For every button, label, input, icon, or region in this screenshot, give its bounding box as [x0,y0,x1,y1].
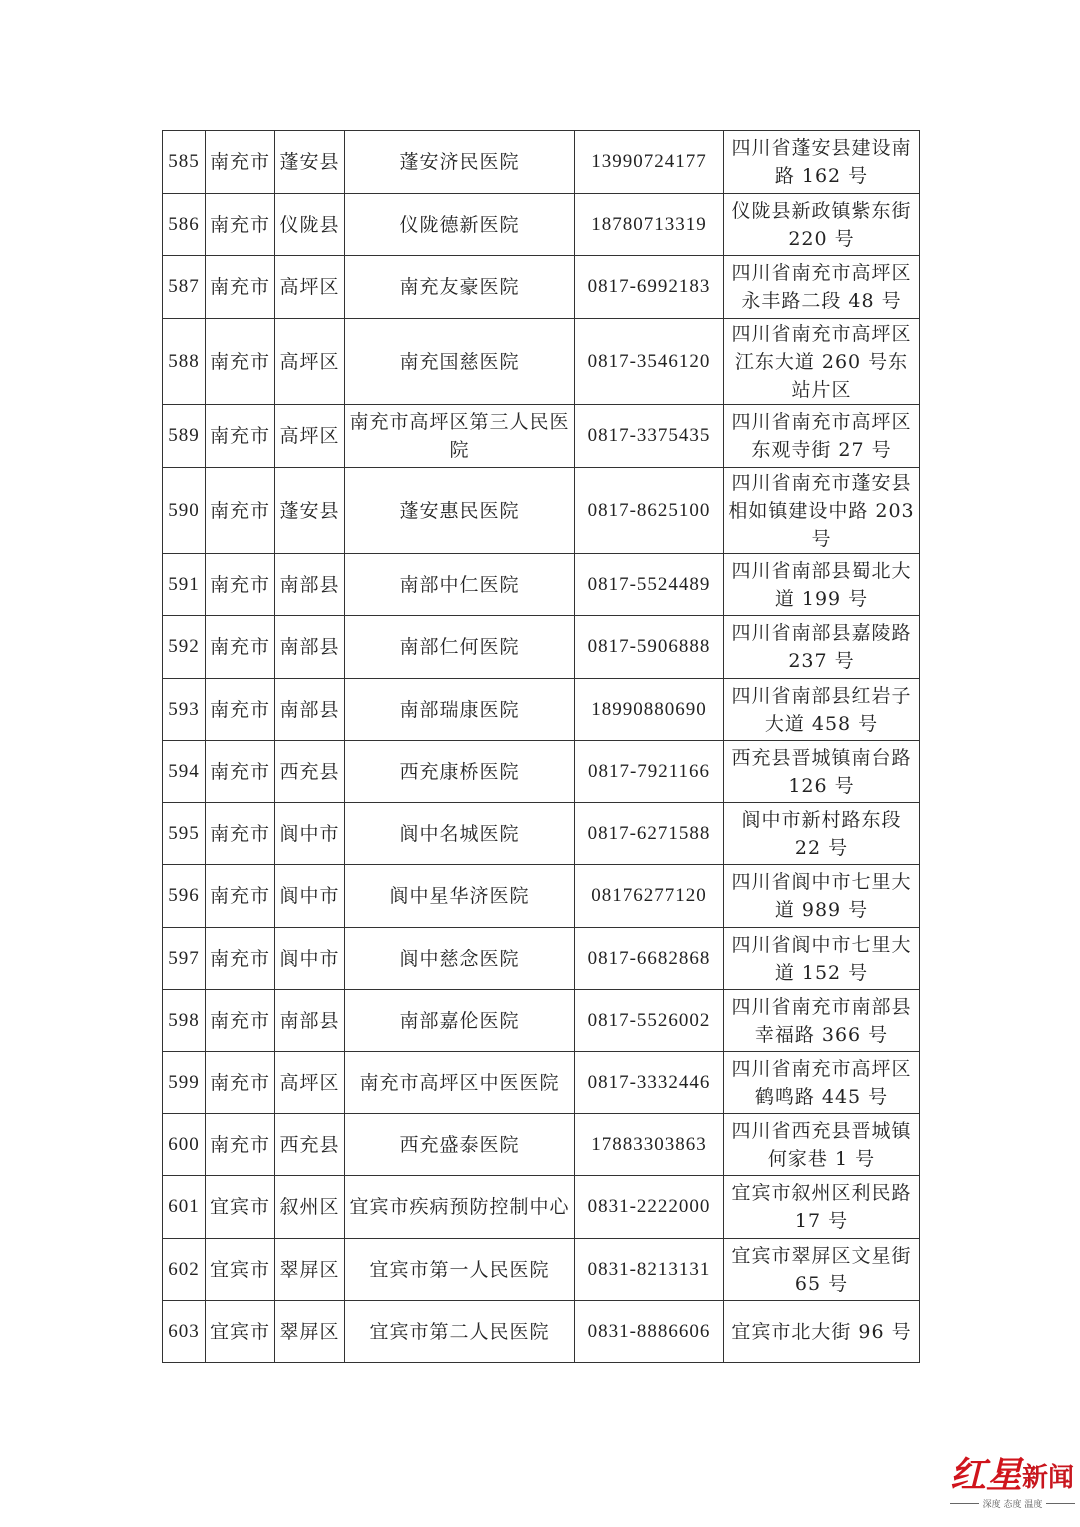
county-cell: 仪陇县 [275,194,345,256]
table-row [163,1301,920,1363]
hospital-name-cell: 阆中星华济医院 [345,865,575,928]
city-cell: 南充市 [206,928,275,990]
phone-cell: 0817-3546120 [575,319,724,405]
row-number: 601 [163,1176,206,1239]
city-cell: 南充市 [206,990,275,1052]
phone-cell: 17883303863 [575,1114,724,1176]
row-number: 586 [163,194,206,256]
address-cell: 四川省阆中市七里大道 152 号 [724,928,920,990]
row-number: 587 [163,256,206,319]
logo-slogan [950,1497,1075,1510]
row-number: 592 [163,616,206,679]
county-cell: 阆中市 [275,865,345,928]
address-cell: 四川省蓬安县建设南路 162 号 [724,131,920,194]
address-cell: 四川省南充市高坪区永丰路二段 48 号 [724,256,920,319]
table-row [163,256,920,319]
hospital-name-cell: 仪陇德新医院 [345,194,575,256]
city-cell: 南充市 [206,405,275,468]
address-cell: 四川省南部县蜀北大道 199 号 [724,554,920,616]
phone-cell: 13990724177 [575,131,724,194]
county-cell: 西充县 [275,741,345,803]
county-cell: 南部县 [275,616,345,679]
county-cell: 南部县 [275,554,345,616]
row-number: 585 [163,131,206,194]
table-row [163,803,920,865]
phone-cell: 0817-8625100 [575,468,724,554]
county-cell: 翠屏区 [275,1239,345,1301]
hospital-name-cell: 西充盛泰医院 [345,1114,575,1176]
slogan-text: 深度 态度 温度 [982,1500,1043,1510]
city-cell: 南充市 [206,803,275,865]
row-number: 600 [163,1114,206,1176]
table-row [163,131,920,194]
address-cell: 西充县晋城镇南台路 126 号 [724,741,920,803]
county-cell: 阆中市 [275,928,345,990]
city-cell: 南充市 [206,554,275,616]
phone-cell: 0831-2222000 [575,1176,724,1239]
table-row [163,468,920,554]
phone-cell: 0817-5524489 [575,554,724,616]
row-number: 595 [163,803,206,865]
hospital-name-cell: 蓬安惠民医院 [345,468,575,554]
hospital-name-cell: 蓬安济民医院 [345,131,575,194]
county-cell: 高坪区 [275,319,345,405]
row-number: 589 [163,405,206,468]
table-row [163,1114,920,1176]
phone-cell: 0817-6271588 [575,803,724,865]
address-cell: 四川省阆中市七里大道 989 号 [724,865,920,928]
hospital-name-cell: 宜宾市第一人民医院 [345,1239,575,1301]
hospital-name-cell: 南充友豪医院 [345,256,575,319]
address-cell: 宜宾市翠屏区文星街 65 号 [724,1239,920,1301]
county-cell: 叙州区 [275,1176,345,1239]
phone-cell: 0817-5906888 [575,616,724,679]
city-cell: 宜宾市 [206,1176,275,1239]
row-number: 588 [163,319,206,405]
row-number: 602 [163,1239,206,1301]
hospital-name-cell: 宜宾市疾病预防控制中心 [345,1176,575,1239]
table-row [163,741,920,803]
county-cell: 高坪区 [275,256,345,319]
phone-cell: 0831-8886606 [575,1301,724,1363]
city-cell: 南充市 [206,131,275,194]
address-cell: 阆中市新村路东段 22 号 [724,803,920,865]
hospital-name-cell: 南充市高坪区中医医院 [345,1052,575,1114]
table-row [163,616,920,679]
hospital-name-cell: 南部嘉伦医院 [345,990,575,1052]
hongxing-news-logo [950,1455,1075,1525]
row-number: 594 [163,741,206,803]
logo-brand-part2: 新闻 [1022,1463,1075,1493]
address-cell: 四川省西充县晋城镇何家巷 1 号 [724,1114,920,1176]
table-row [163,1239,920,1301]
county-cell: 蓬安县 [275,131,345,194]
hospital-name-cell: 阆中慈念医院 [345,928,575,990]
county-cell: 南部县 [275,990,345,1052]
county-cell: 阆中市 [275,803,345,865]
address-cell: 四川省南充市高坪区鹤鸣路 445 号 [724,1052,920,1114]
hospital-name-cell: 南充国慈医院 [345,319,575,405]
phone-cell: 0817-7921166 [575,741,724,803]
city-cell: 宜宾市 [206,1239,275,1301]
address-cell: 四川省南充市高坪区江东大道 260 号东站片区 [724,319,920,405]
county-cell: 翠屏区 [275,1301,345,1363]
table-row [163,990,920,1052]
table-row [163,928,920,990]
phone-cell: 0817-6992183 [575,256,724,319]
address-cell: 四川省南充市南部县幸福路 366 号 [724,990,920,1052]
city-cell: 南充市 [206,1052,275,1114]
hospital-table [162,130,920,1363]
city-cell: 宜宾市 [206,1301,275,1363]
table-row [163,319,920,405]
table-row [163,865,920,928]
address-cell: 宜宾市叙州区利民路 17 号 [724,1176,920,1239]
hospital-name-cell: 南部中仁医院 [345,554,575,616]
hospital-name-cell: 南充市高坪区第三人民医院 [345,405,575,468]
logo-brand-part1: 红星 [950,1454,1023,1496]
row-number: 591 [163,554,206,616]
city-cell: 南充市 [206,616,275,679]
table-row [163,1052,920,1114]
city-cell: 南充市 [206,679,275,741]
city-cell: 南充市 [206,194,275,256]
address-cell: 四川省南部县嘉陵路 237 号 [724,616,920,679]
county-cell: 西充县 [275,1114,345,1176]
hospital-name-cell: 西充康桥医院 [345,741,575,803]
row-number: 597 [163,928,206,990]
hospital-name-cell: 南部仁何医院 [345,616,575,679]
hospital-name-cell: 阆中名城医院 [345,803,575,865]
county-cell: 高坪区 [275,405,345,468]
address-cell: 四川省南充市高坪区东观寺街 27 号 [724,405,920,468]
row-number: 603 [163,1301,206,1363]
table-body [163,131,920,1363]
row-number: 599 [163,1052,206,1114]
address-cell: 四川省南充市蓬安县相如镇建设中路 203 号 [724,468,920,554]
city-cell: 南充市 [206,319,275,405]
city-cell: 南充市 [206,865,275,928]
address-cell: 四川省南部县红岩子大道 458 号 [724,679,920,741]
table-row [163,1176,920,1239]
row-number: 593 [163,679,206,741]
city-cell: 南充市 [206,256,275,319]
phone-cell: 0831-8213131 [575,1239,724,1301]
address-cell: 仪陇县新政镇紫东街 220 号 [724,194,920,256]
city-cell: 南充市 [206,468,275,554]
divider [1046,1503,1075,1504]
address-cell: 宜宾市北大街 96 号 [724,1301,920,1363]
city-cell: 南充市 [206,741,275,803]
row-number: 598 [163,990,206,1052]
phone-cell: 0817-5526002 [575,990,724,1052]
table-row [163,405,920,468]
county-cell: 高坪区 [275,1052,345,1114]
phone-cell: 18780713319 [575,194,724,256]
row-number: 596 [163,865,206,928]
table-row [163,554,920,616]
phone-cell: 0817-3332446 [575,1052,724,1114]
table-row [163,679,920,741]
city-cell: 南充市 [206,1114,275,1176]
hospital-name-cell: 宜宾市第二人民医院 [345,1301,575,1363]
phone-cell: 0817-6682868 [575,928,724,990]
phone-cell: 0817-3375435 [575,405,724,468]
phone-cell: 18990880690 [575,679,724,741]
phone-cell: 08176277120 [575,865,724,928]
row-number: 590 [163,468,206,554]
hospital-name-cell: 南部瑞康医院 [345,679,575,741]
county-cell: 南部县 [275,679,345,741]
county-cell: 蓬安县 [275,468,345,554]
divider [950,1503,979,1504]
table-row [163,194,920,256]
